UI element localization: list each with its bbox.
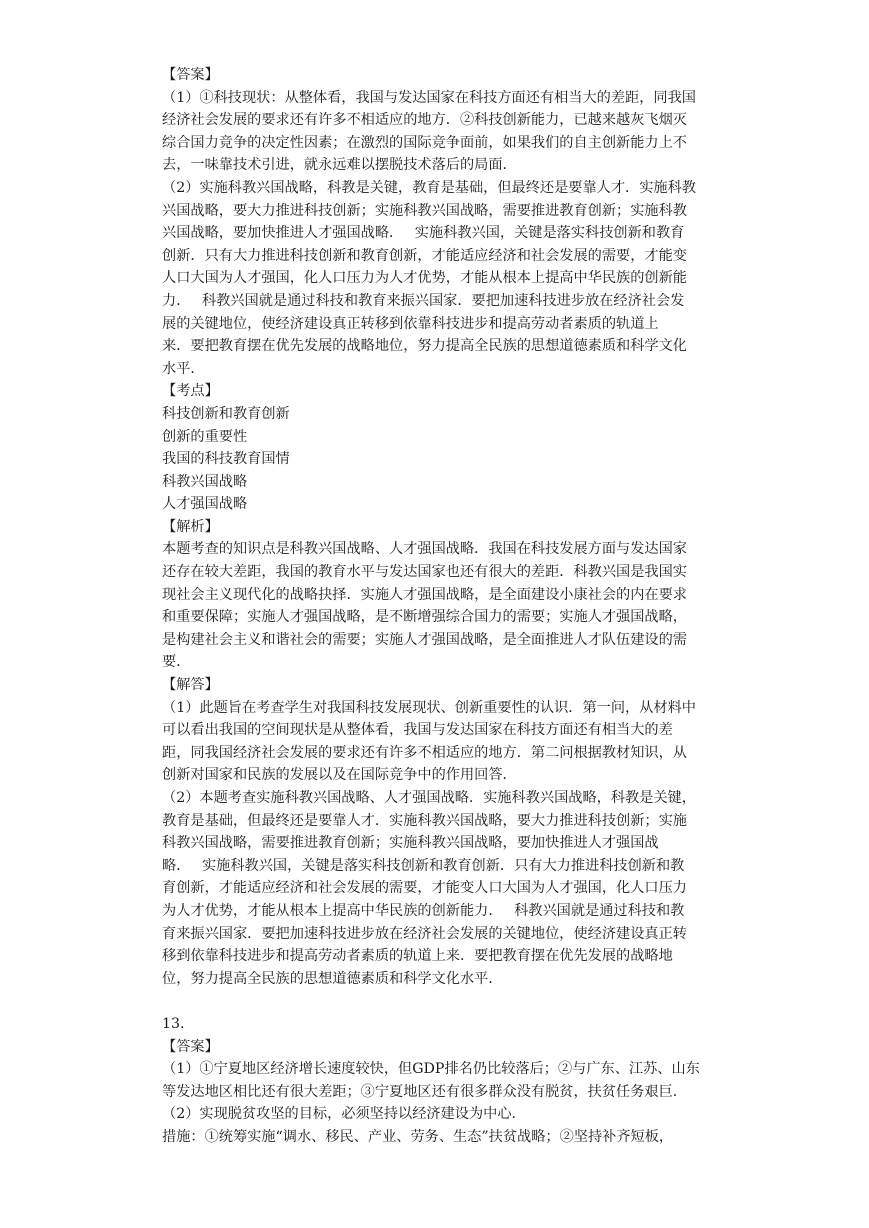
jieda-heading: 【解答】 <box>162 677 219 694</box>
answer-line: 来．要把教育摆在优先发展的战略地位，努力提高全民族的思想道德素质和科学文化 <box>162 338 687 355</box>
answer-line: 去，一味靠技术引进，就永远难以摆脱技术落后的局面． <box>162 157 517 174</box>
jieda-body <box>162 697 746 991</box>
jieda-line: 创新对国家和民族的发展以及在国际竞争中的作用回答． <box>162 767 517 784</box>
jiexi-line: 还存在较大差距，我国的教育水平与发达国家也还有很大的差距．科教兴国是我国实 <box>162 564 687 581</box>
jiexi-line: 本题考查的知识点是科教兴国战略、人才强国战略．我国在科技发展方面与发达国家 <box>162 541 687 558</box>
jieda-line: 位，努力提高全民族的思想道德素质和科学文化水平． <box>162 970 503 987</box>
answer-line: （1）①科技现状：从整体看，我国与发达国家在科技方面还有相当大的差距，同我国 <box>162 89 696 106</box>
kaodian-item: 我国的科技教育国情 <box>162 451 290 468</box>
jieda-line: 教育是基础，但最终还是要靠人才．实施科教兴国战略，要大力推进科技创新；实施 <box>162 812 687 829</box>
kaodian-list <box>162 403 746 516</box>
jieda-line: 距，同我国经济社会发展的要求还有许多不相适应的地方．第二问根据教材知识，从 <box>162 744 687 761</box>
jieda-line: （2）本题考查实施科教兴国战略、人才强国战略．实施科教兴国战略，科教是关键， <box>162 790 696 806</box>
answer-line: 力． 科教兴国就是通过科技和教育来振兴国家．要把加速科技进步放在经济社会发 <box>162 292 685 309</box>
answer-line: 兴国战略，要大力推进科技创新；实施科教兴国战略，需要推进教育创新；实施科教 <box>162 202 687 219</box>
answer-line: 措施：①统筹实施“调水、移民、产业、劳务、生态”扶贫战略；②坚持补齐短板， <box>162 1128 674 1145</box>
answer-line: 综合国力竞争的决定性因素；在激烈的国际竞争面前，如果我们的自主创新能力上不 <box>162 134 687 151</box>
answer-line: （2）实施科教兴国战略，科教是关键，教育是基础，但最终还是要靠人才．实施科教 <box>162 179 696 196</box>
jiexi-line: 是构建社会主义和谐社会的需要；实施人才强国战略，是全面推进人才队伍建设的需 <box>162 631 687 648</box>
answer-line: （1）①宁夏地区经济增长速度较快，但GDP排名仍比较落后；②与广东、江苏、山东 <box>162 1061 700 1078</box>
jieda-line: 育创新，才能适应经济和社会发展的需要，才能变人口大国为人才强国，化人口压力 <box>162 880 687 897</box>
document-page <box>162 64 746 1149</box>
kaodian-item: 人才强国战略 <box>162 496 248 513</box>
answer-line: 人口大国为人才强国，化人口压力为人才优势，才能从根本上提高中华民族的创新能 <box>162 270 687 287</box>
answer-heading-13: 【答案】 <box>162 1038 219 1055</box>
answer-heading: 【答案】 <box>162 67 219 83</box>
jieda-line: 略． 实施科教兴国，关键是落实科技创新和教育创新．只有大力推进科技创新和教 <box>162 857 685 874</box>
jiexi-body <box>162 538 746 674</box>
jiexi-line: 和重要保障；实施人才强国战略，是不断增强综合国力的需要；实施人才强国战略， <box>162 609 687 626</box>
question-number: 13. <box>162 1015 185 1032</box>
jieda-line: 育来振兴国家．要把加速科技进步放在经济社会发展的关键地位，使经济建设真正转 <box>162 925 687 942</box>
answer-line: 兴国战略，要加快推进人才强国战略． 实施科教兴国，关键是落实科技创新和教育 <box>162 225 685 242</box>
answer-line: 经济社会发展的要求还有许多不相适应的地方．②科技创新能力，已越来越灰飞烟灭 <box>162 112 687 129</box>
kaodian-heading: 【考点】 <box>162 383 219 400</box>
answer-line: 水平． <box>162 360 205 377</box>
jiexi-line: 现社会主义现代化的战略抉择．实施人才强国战略，是全面建设小康社会的内在要求 <box>162 586 687 603</box>
answer-body <box>162 87 746 381</box>
answer-line: 等发达地区相比还有很大差距；③宁夏地区还有很多群众没有脱贫，扶贫任务艰巨． <box>162 1083 687 1100</box>
kaodian-item: 创新的重要性 <box>162 428 248 445</box>
section-spacer <box>162 990 746 1013</box>
jiexi-heading: 【解析】 <box>162 518 219 535</box>
jieda-line: 科教兴国战略，需要推进教育创新；实施科教兴国战略，要加快推进人才强国战 <box>162 835 659 852</box>
answer-line: 展的关键地位，使经济建设真正转移到依靠科技进步和提高劳动者素质的轨道上 <box>162 315 659 332</box>
jieda-line: （1）此题旨在考查学生对我国科技发展现状、创新重要性的认识．第一问，从材料中 <box>162 699 696 716</box>
jieda-line: 为人才优势，才能从根本上提高中华民族的创新能力． 科教兴国就是通过科技和教 <box>162 902 685 919</box>
answer-line: （2）实现脱贫攻坚的目标，必须坚持以经济建设为中心． <box>162 1106 526 1123</box>
jieda-line: 移到依靠科技进步和提高劳动者素质的轨道上来．要把教育摆在优先发展的战略地 <box>162 948 673 965</box>
kaodian-item: 科技创新和教育创新 <box>162 405 290 422</box>
answer-line: 创新．只有大力推进科技创新和教育创新，才能适应经济和社会发展的需要，才能变 <box>162 247 687 264</box>
jieda-line: 可以看出我国的空间现状是从整体看，我国与发达国家在科技方面还有相当大的差 <box>162 722 673 739</box>
jiexi-line: 要． <box>162 654 191 671</box>
kaodian-item: 科教兴国战略 <box>162 473 248 490</box>
answer-body-13 <box>162 1058 746 1148</box>
